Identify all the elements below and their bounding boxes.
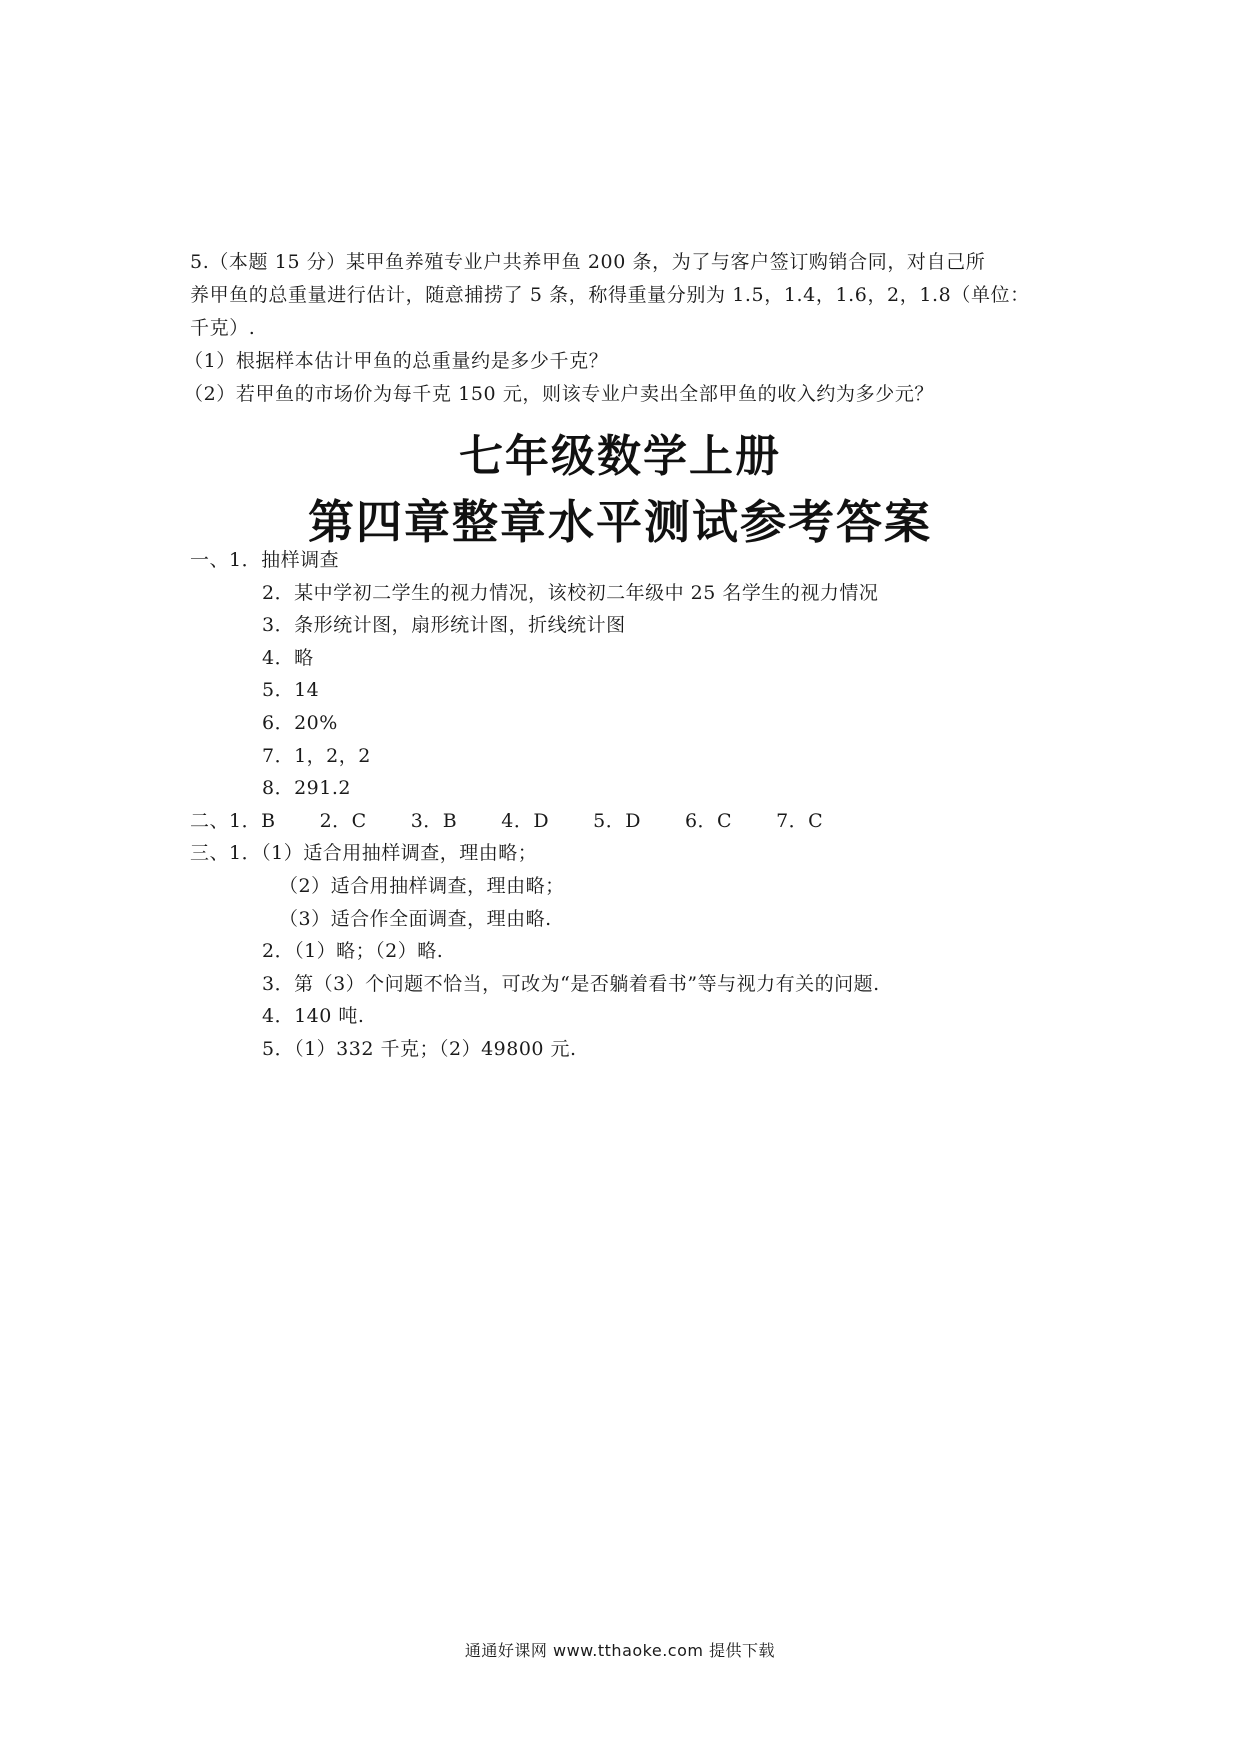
problem-subquestion-1: （1）根据样本估计甲鱼的总重量约是多少千克？ xyxy=(184,350,609,372)
problem-text-line: 养甲鱼的总重量进行估计，随意捕捞了 5 条，称得重量分别为 1.5，1.4，1.6，2，1.8（单位： xyxy=(190,284,1030,306)
answer-key xyxy=(190,544,1070,1066)
section-prefix: 二、 xyxy=(190,809,230,832)
answer-item: 1．（1）适合用抽样调查，理由略； xyxy=(229,842,538,865)
title-line-2: 第四章整章水平测试参考答案 xyxy=(308,495,932,549)
answer-item: （3）适合作全面调查，理由略. xyxy=(279,907,552,930)
answer-part1-row xyxy=(190,544,1070,577)
answer-part3-row xyxy=(190,837,1070,870)
answer-item: （2）适合用抽样调查，理由略； xyxy=(279,874,565,897)
answer-item: 7．1，2，2 xyxy=(262,744,371,767)
answer-item: 6．20% xyxy=(262,711,338,734)
answer-item: 5．（1）332 千克；（2）49800 元. xyxy=(262,1037,577,1060)
answer-item: 8．291.2 xyxy=(262,777,351,800)
mc-answer: 1．B xyxy=(229,809,276,832)
problem-text-line: 千克）. xyxy=(190,317,256,339)
section-prefix: 一、 xyxy=(190,549,230,571)
mc-answer: 6．C xyxy=(684,809,733,832)
answer-item: 2．某中学初二学生的视力情况，该校初二年级中 25 名学生的视力情况 xyxy=(262,581,879,604)
problem-5 xyxy=(184,246,1070,411)
mc-answer: 4．D xyxy=(501,809,550,832)
answer-part2-row xyxy=(190,805,1070,838)
answer-item: 5．14 xyxy=(262,679,320,702)
answer-item: 1．抽样调查 xyxy=(229,549,340,571)
mc-answer: 2．C xyxy=(319,809,367,832)
title-line-1: 七年级数学上册 xyxy=(459,431,781,482)
answer-item: 4．140 吨. xyxy=(262,1005,365,1028)
mc-answer: 5．D xyxy=(593,809,641,832)
mc-answer: 3．B xyxy=(410,809,458,832)
footer-credit: 通通好课网 www.tthaoke.com 提供下载 xyxy=(464,1641,776,1660)
answer-item: 4．略 xyxy=(262,646,314,669)
answer-item: 3．条形统计图，扇形统计图，折线统计图 xyxy=(262,614,626,637)
answer-item: 2．（1）略；（2）略. xyxy=(262,940,444,963)
answer-item: 3．第（3）个问题不恰当，可改为“是否躺着看书”等与视力有关的问题. xyxy=(262,972,880,995)
mc-answer: 7．C xyxy=(776,809,824,832)
problem-text-line: 5.（本题 15 分）某甲鱼养殖专业户共养甲鱼 200 条，为了与客户签订购销合同，对自己所 xyxy=(190,251,986,273)
problem-subquestion-2: （2）若甲鱼的市场价为每千克 150 元，则该专业户卖出全部甲鱼的收入约为多少元？ xyxy=(184,383,935,405)
section-prefix: 三、 xyxy=(190,842,230,865)
